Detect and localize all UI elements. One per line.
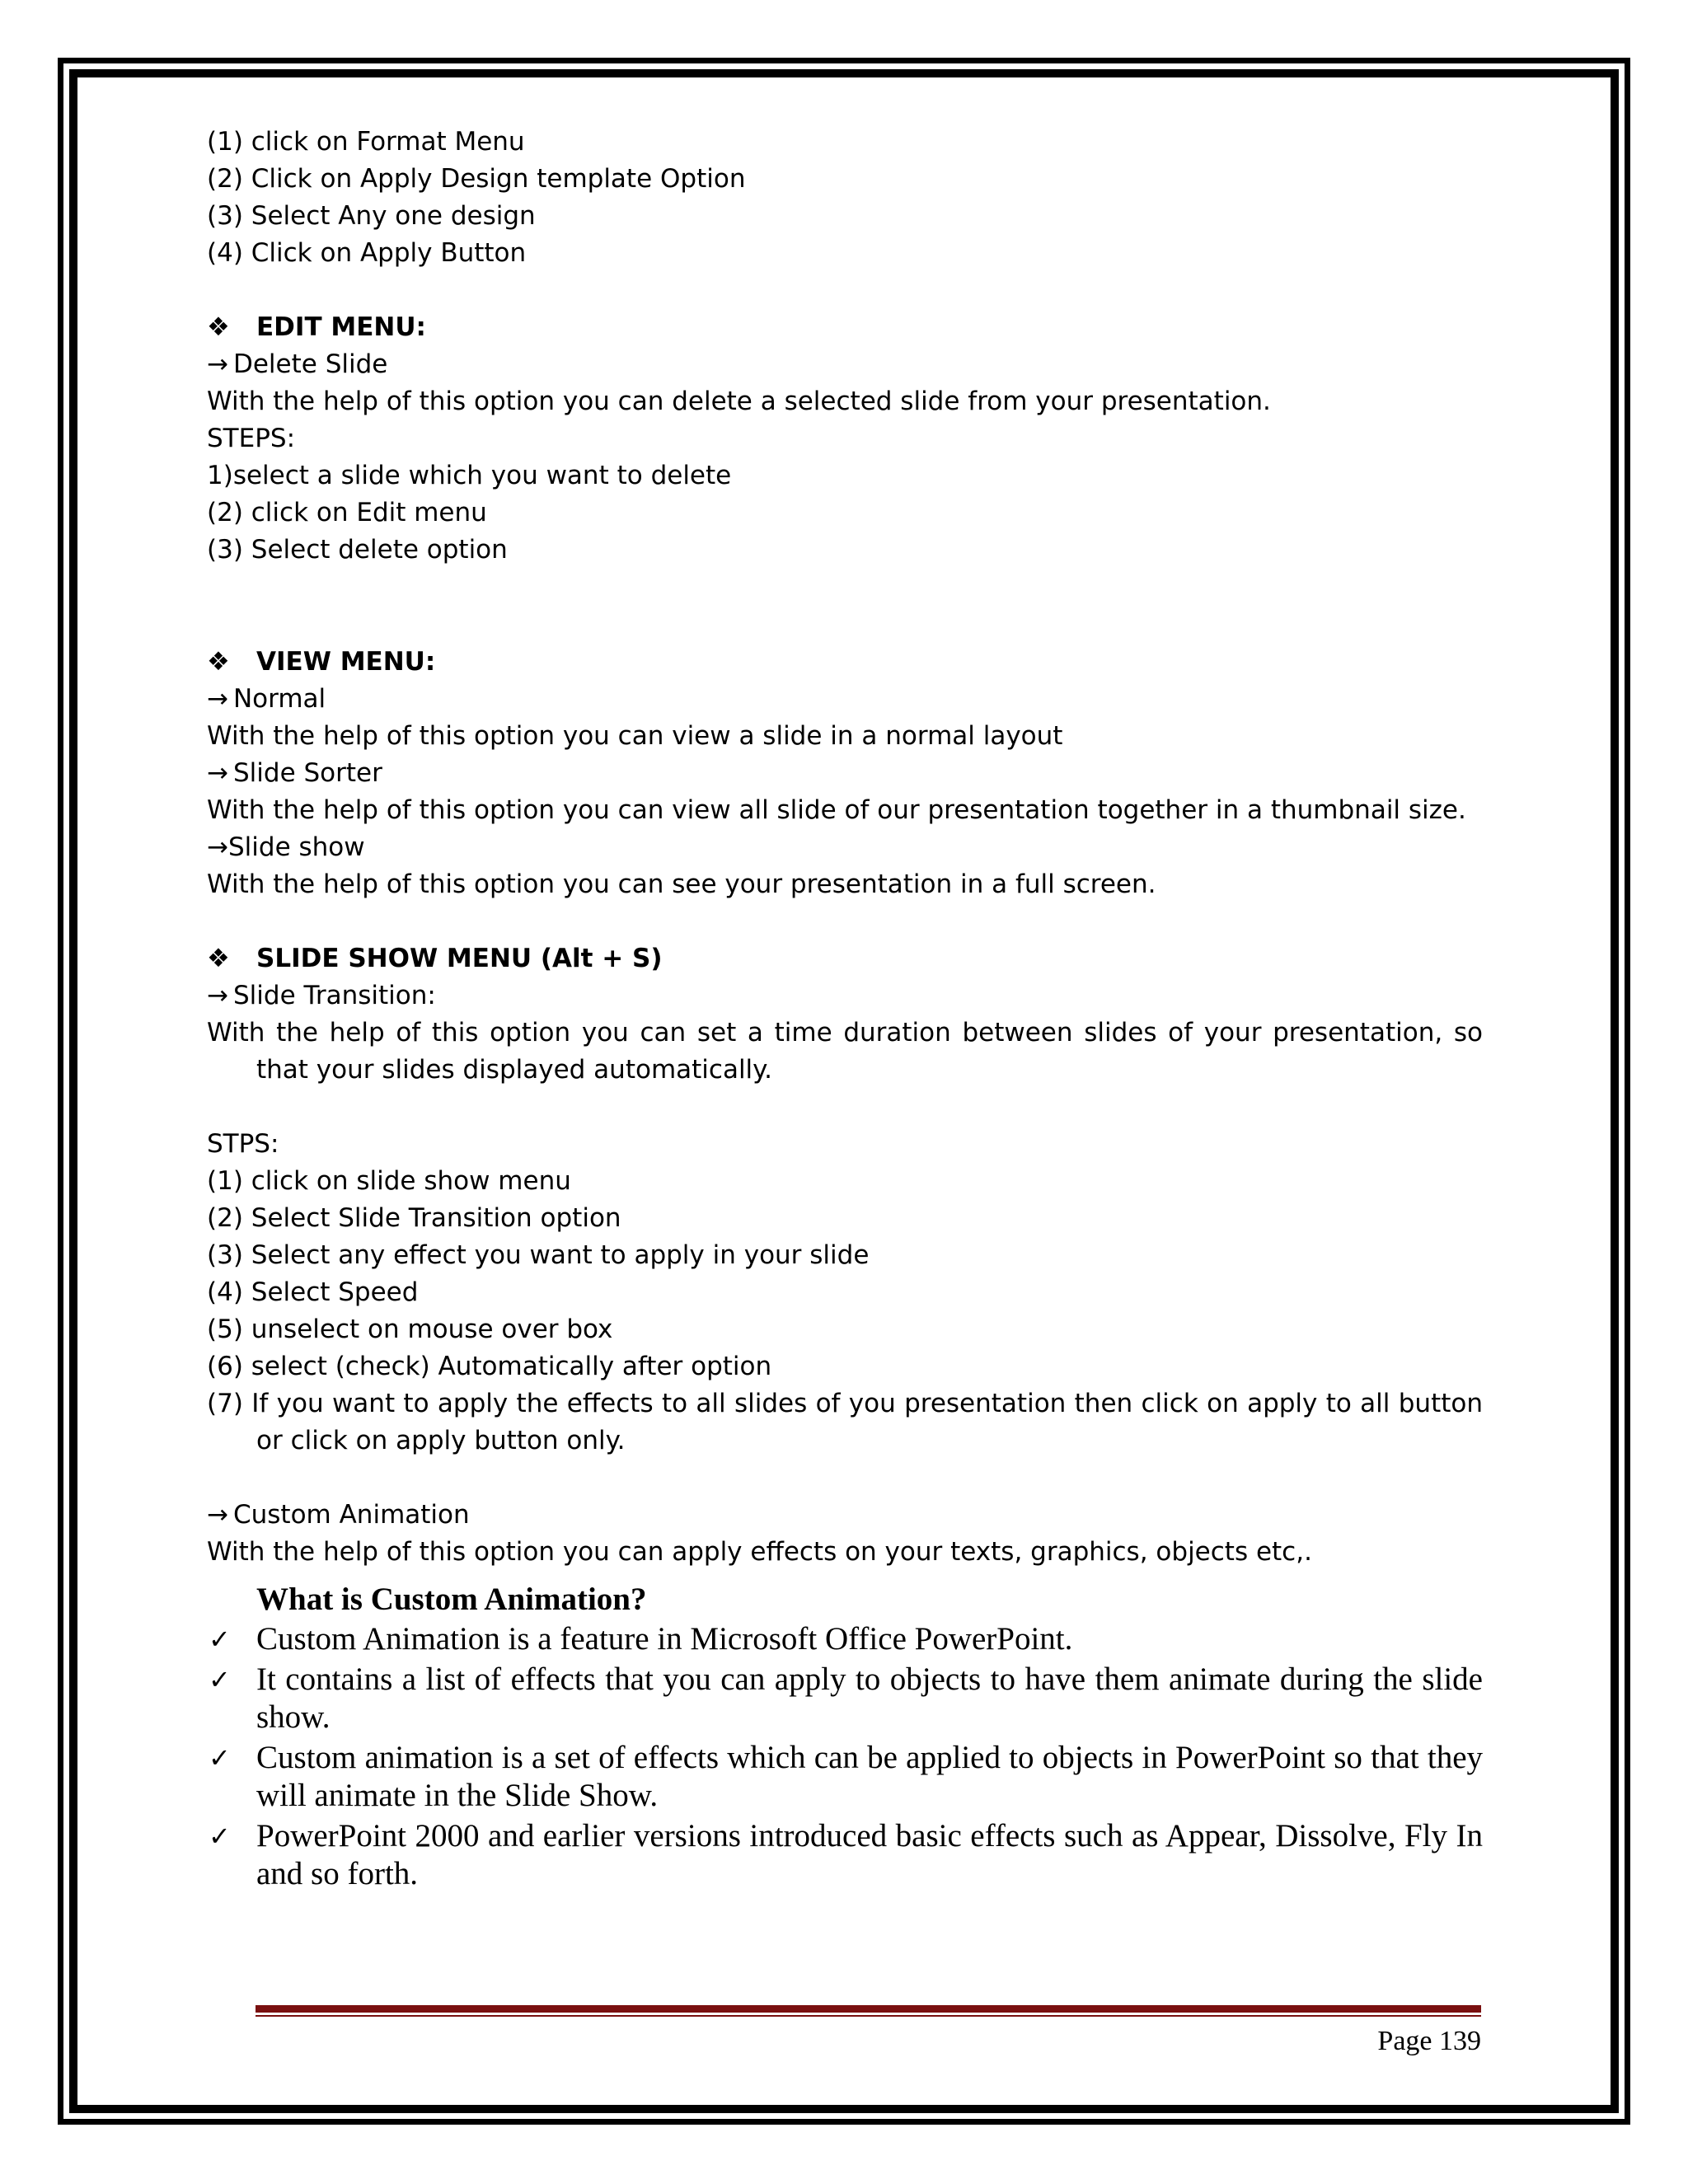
edit-menu-heading [207, 309, 1483, 346]
view-item-label: Normal [232, 684, 326, 714]
arrow-right-icon: → [207, 832, 228, 862]
view-menu-section [207, 644, 1483, 903]
checklist-text: Custom Animation is a feature in Microsoft Office PowerPoint. [256, 1621, 1073, 1657]
view-item-normal [207, 681, 1483, 718]
check-icon: ✓ [209, 1742, 231, 1774]
check-icon: ✓ [209, 1664, 231, 1695]
delete-slide-item [207, 346, 1483, 383]
footer-rule-thin [256, 2015, 1481, 2017]
custom-animation-label: Custom Animation [232, 1500, 470, 1530]
slide-show-step: (3) Select any effect you want to apply in your slide [207, 1240, 870, 1270]
format-step: (2) Click on Apply Design template Option [207, 164, 746, 194]
arrow-right-icon: → [207, 981, 228, 1010]
custom-animation-section [207, 1579, 1483, 1893]
view-menu-heading [207, 644, 1483, 681]
edit-menu-section [207, 309, 1483, 569]
custom-animation-description: With the help of this option you can apply effects on your texts, graphics, objects etc,. [207, 1537, 1312, 1567]
slide-show-step: (6) select (check) Automatically after option [207, 1352, 772, 1381]
slide-transition-label: Slide Transition: [232, 981, 436, 1010]
edit-step: (2) click on Edit menu [207, 498, 487, 527]
slide-show-steps-label: STPS: [207, 1129, 279, 1159]
page-content [207, 124, 1483, 1896]
custom-animation-title: What is Custom Animation? [256, 1582, 647, 1617]
format-step: (3) Select Any one design [207, 201, 536, 231]
footer-rule [256, 2005, 1481, 2013]
check-icon: ✓ [209, 1821, 231, 1852]
view-item-description: With the help of this option you can see your presentation in a full screen. [207, 869, 1156, 899]
page-number: Page 139 [1377, 2026, 1481, 2056]
edit-step: 1)select a slide which you want to delete [207, 461, 732, 490]
custom-animation-item [207, 1497, 1483, 1534]
format-step: (1) click on Format Menu [207, 127, 525, 157]
view-item-slide-show [207, 829, 1483, 866]
arrow-right-icon: → [207, 758, 228, 788]
slide-show-step: (7) If you want to apply the effects to all slides of you presentation then click on apply to all button or click on apply button only. [207, 1389, 1483, 1455]
slide-show-menu-section [207, 940, 1483, 1571]
slide-show-step: (2) Select Slide Transition option [207, 1203, 621, 1233]
view-item-description: With the help of this option you can view all slide of our presentation together in a thumbnail size. [207, 795, 1466, 825]
edit-steps-label: STEPS: [207, 424, 296, 453]
checklist-text: It contains a list of effects that you can apply to objects to have them animate during the slide show. [256, 1661, 1483, 1735]
slide-transition-description: With the help of this option you can set a time duration between slides of your presentation, so that your slides displayed automatically. [207, 1018, 1483, 1085]
delete-slide-label: Delete Slide [232, 349, 388, 379]
checklist-text: PowerPoint 2000 and earlier versions introduced basic effects such as Appear, Dissolve, Fly In and so forth. [256, 1818, 1483, 1891]
view-menu-heading-text: VIEW MENU: [256, 647, 436, 677]
edit-menu-heading-text: EDIT MENU: [256, 312, 426, 342]
slide-show-menu-heading [207, 940, 1483, 977]
delete-slide-description: With the help of this option you can delete a selected slide from your presentation. [207, 387, 1271, 416]
slide-show-step: (4) Select Speed [207, 1277, 419, 1307]
view-item-description: With the help of this option you can view a slide in a normal layout [207, 721, 1063, 751]
slide-show-step: (5) unselect on mouse over box [207, 1315, 613, 1344]
view-item-label: Slide show [227, 832, 365, 862]
format-steps [207, 124, 1483, 272]
view-item-slide-sorter [207, 755, 1483, 792]
arrow-right-icon: → [207, 349, 228, 379]
format-step: (4) Click on Apply Button [207, 238, 527, 268]
arrow-right-icon: → [207, 1500, 228, 1530]
checklist-item [207, 1661, 1483, 1736]
diamond-bullet-icon: ❖ [207, 647, 230, 677]
view-item-label: Slide Sorter [232, 758, 382, 788]
check-icon: ✓ [209, 1624, 231, 1655]
slide-show-step: (1) click on slide show menu [207, 1166, 571, 1196]
edit-step: (3) Select delete option [207, 535, 508, 565]
diamond-bullet-icon: ❖ [207, 944, 230, 973]
checklist-item [207, 1620, 1483, 1658]
slide-show-menu-heading-text: SLIDE SHOW MENU (Alt + S) [256, 944, 663, 973]
arrow-right-icon: → [207, 684, 228, 714]
checklist-item [207, 1739, 1483, 1815]
slide-transition-item [207, 977, 1483, 1015]
diamond-bullet-icon: ❖ [207, 312, 230, 342]
checklist-text: Custom animation is a set of effects which can be applied to objects in PowerPoint so that they will animate in the Slide Show. [256, 1740, 1483, 1813]
checklist-item [207, 1817, 1483, 1893]
